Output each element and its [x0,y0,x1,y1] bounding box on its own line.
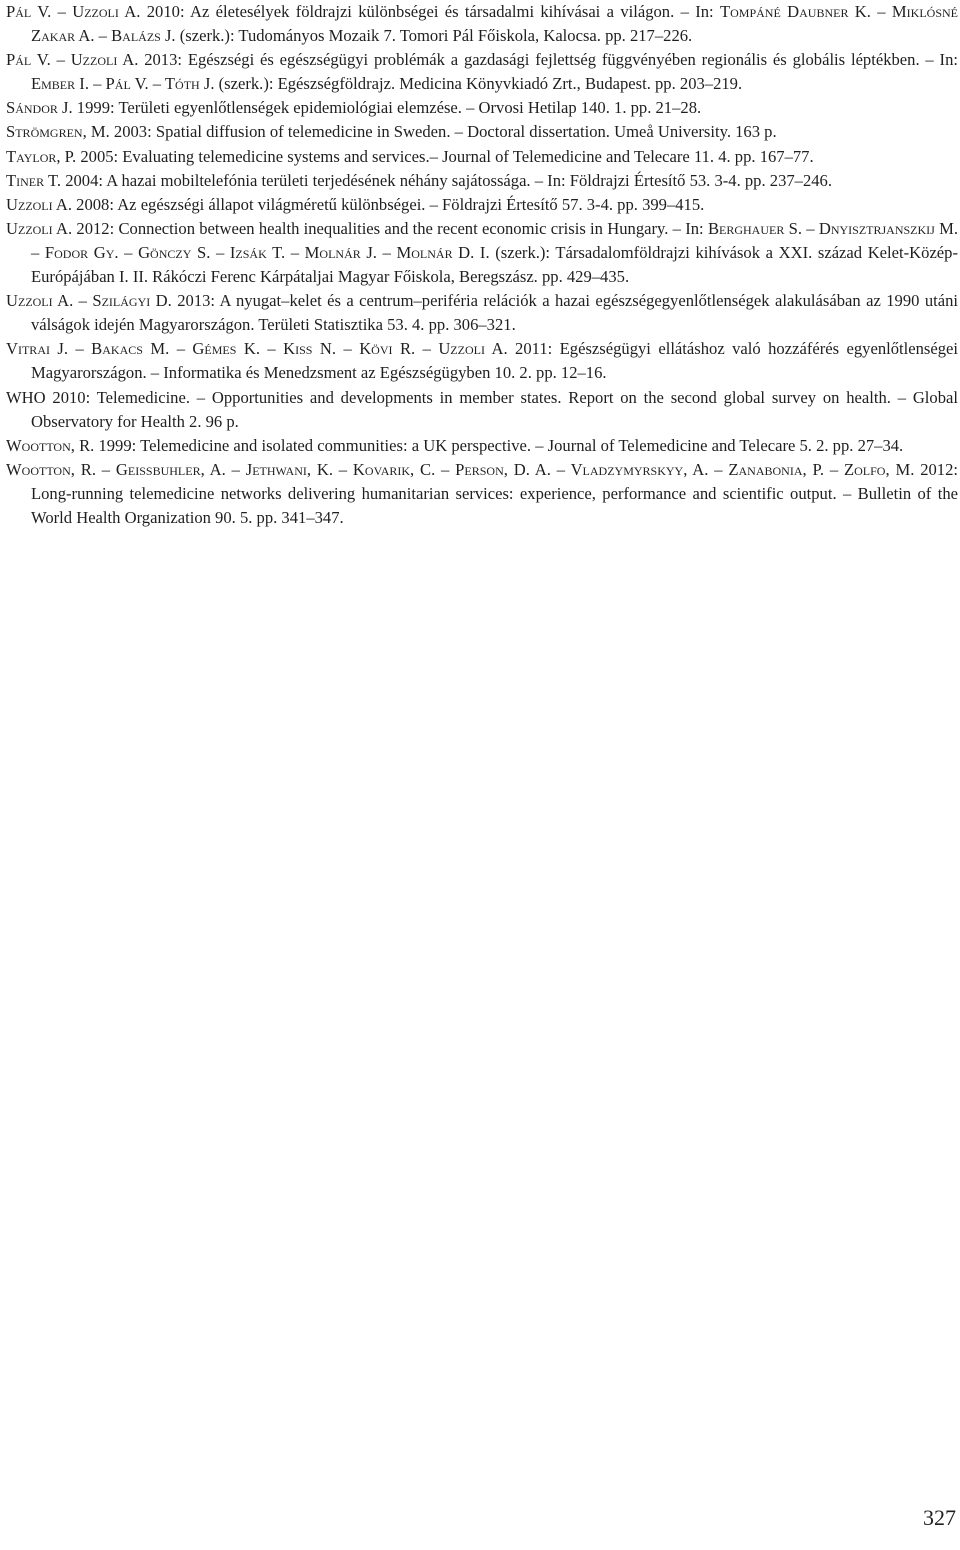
reference-authors: Taylor, P. [6,146,77,166]
reference-text: 2005: Evaluating telemedicine systems and services.– Journal of Telemedicine and Telecare 11. 4. pp. 167–77. [76,146,814,166]
reference-entry [6,434,958,458]
reference-authors: Uzzoli A. – Szilágyi D. [6,291,172,311]
reference-entry [6,337,958,385]
reference-text: WHO 2010: Telemedicine. – Opportunities and developments in member states. Report on the second global survey on health. – Global Observatory for Health 2. 96 p. [6,387,958,431]
page-number: 327 [923,1505,956,1530]
reference-text: 2012: Connection between health inequalities and the recent economic crisis in Hungary. – In: [72,218,708,238]
reference-text: 2013: Egészségi és egészségügyi problémák a gazdasági fejlettség függvényében regionális és globális léptékben. – In: [138,50,958,70]
reference-text: 2013: A nyugat–kelet és a centrum–periféria relációk a hazai egészségegyenlőtlenségek alakulásában az 1990 utáni válságok idején Magyarországon. Területi Statisztika 53. 4. pp. 306–321. [31,291,959,335]
reference-authors: Wootton, R. – Geissbuhler, A. – Jethwani, K. – Kovarik, C. – Person, D. A. – Vladzymyrskyy, A. – Zanabonia, P. – Zolfo, M. [6,459,915,479]
reference-editors: Berghauer S. – Dnyisztrjanszkij M. – Fodor Gy. – Gönczy S. – Izsák T. – Molnár J. – Molnár D. I. [31,218,958,262]
reference-authors: Uzzoli A. [6,194,73,214]
reference-editors: Ember I. – Pál V. – Tóth J. [31,74,215,94]
reference-authors: Pál V. – Uzzoli A. [6,50,139,70]
reference-list [6,0,958,530]
reference-authors: Vitrai J. – Bakacs M. – Gémes K. – Kiss N. – Kövi R. – Uzzoli A. [6,339,508,359]
reference-authors: Tiner T. [6,170,62,190]
reference-text-continued: (szerk.): Társadalomföldrajzi kihívások a XXI. század Kelet-Közép-Európájában I. II. Rákóczi Ferenc Kárpátaljai Magyar Főiskola, Beregszász. pp. 429–435. [31,242,958,287]
reference-text: 1999: Telemedicine and isolated communities: a UK perspective. – Journal of Telemedicine and Telecare 5. 2. pp. 27–34. [94,435,904,455]
reference-authors: Sándor J. [6,98,73,118]
reference-entry [6,169,958,193]
reference-text: 2008: Az egészségi állapot világméretű különbségei. – Földrajzi Értesítő 57. 3-4. pp. 399–415. [72,194,705,214]
reference-text-continued: (szerk.): Tudományos Mozaik 7. Tomori Pál Főiskola, Kalocsa. pp. 217–226. [175,26,693,46]
reference-authors: Pál V. – Uzzoli A. [6,2,141,21]
reference-text: 2003: Spatial diffusion of telemedicine in Sweden. – Doctoral dissertation. Umeå University. 163 p. [109,122,777,142]
reference-entry [6,217,958,289]
reference-entry [6,120,958,144]
reference-entry [6,193,958,217]
reference-entry [6,145,958,169]
reference-entry [6,0,958,48]
reference-text: 2004: A hazai mobiltelefónia területi terjedésének néhány sajátossága. – In: Földrajzi Értesítő 53. 3-4. pp. 237–246. [61,170,832,190]
reference-entry [6,289,958,337]
reference-entry [6,48,958,96]
reference-editors: Tompáné Daubner K. – Miklósné Zakar A. – Balázs J. [31,2,958,46]
reference-authors: Uzzoli A. [6,218,73,238]
reference-entry [6,458,958,530]
reference-entry [6,96,958,120]
reference-text: 2012: Long-running telemedicine networks delivering humanitarian services: experience, performance and scientific output. – Bulletin of the World Health Organization 90. 5. pp. 341–347. [31,459,958,527]
reference-authors: Strömgren, M. [6,122,110,142]
reference-text: 2010: Az életesélyek földrajzi különbségei és társadalmi kihívásai a világon. – In: [140,2,720,21]
reference-text: 1999: Területi egyenlőtlenségek epidemiológiai elemzése. – Orvosi Hetilap 140. 1. pp. 21–28. [72,98,702,118]
reference-entry [6,386,958,434]
reference-text-continued: (szerk.): Egészségföldrajz. Medicina Könyvkiadó Zrt., Budapest. pp. 203–219. [214,74,743,94]
reference-text: 2011: Egészségügyi ellátáshoz való hozzáférés egyenlőtlenségei Magyarországon. – Informatika és Menedzsment az Egészségügyben 10. 2. pp. 12–16. [31,339,958,383]
reference-authors: Wootton, R. [6,435,95,455]
